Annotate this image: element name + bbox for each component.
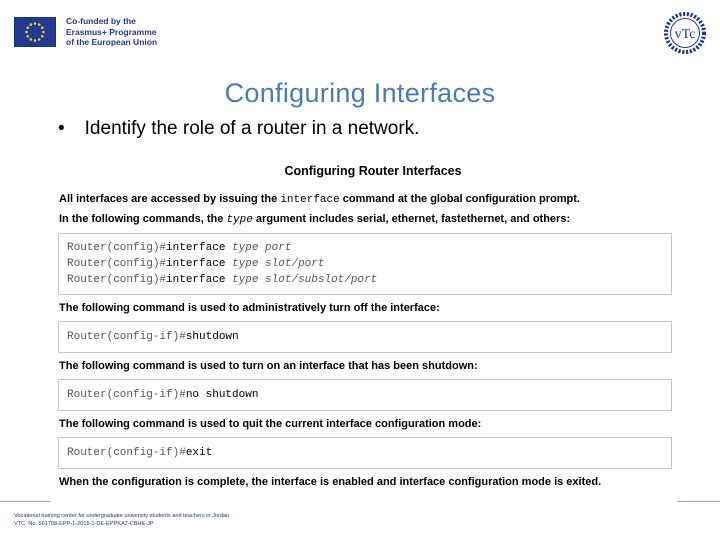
code-argument: type port xyxy=(225,242,292,254)
footer-line-1: Vocational training center for undergraduate university students and teachers in Jordan xyxy=(14,513,230,519)
vtc-logo-text: vTc xyxy=(674,27,696,42)
eu-text-line-1: Co-funded by the xyxy=(66,16,136,26)
code-line xyxy=(67,240,671,256)
code-block-interface xyxy=(58,233,672,295)
para1-text-b: command at the global configuration prompt. xyxy=(339,193,580,205)
code-prompt: Router(config)# xyxy=(67,274,167,286)
eu-cofunding-logo xyxy=(14,16,157,48)
footer xyxy=(14,513,229,528)
eu-text-line-2: Erasmus+ Programme xyxy=(66,26,157,37)
para2-code: type xyxy=(226,214,253,226)
vtc-logo xyxy=(658,10,712,56)
para2-text-b: argument includes serial, ethernet, fastethernet, and others: xyxy=(252,213,571,225)
paragraph-exit: The following command is used to quit the current interface configuration mode: xyxy=(59,418,482,430)
code-block-exit xyxy=(58,437,672,469)
figure-title: Configuring Router Interfaces xyxy=(284,164,462,178)
code-line xyxy=(67,387,671,403)
para1-code: interface xyxy=(280,194,340,206)
paragraph-configuration-complete: When the configuration is complete, the interface is enabled and interface configuration mode is exited. xyxy=(59,476,602,488)
footer-divider xyxy=(0,501,720,502)
code-prompt: Router(config-if)# xyxy=(67,331,186,343)
eu-text-line-3: of the European Union xyxy=(66,37,158,47)
bullet-item xyxy=(58,118,419,140)
code-command: no shutdown xyxy=(185,389,259,401)
code-command: interface xyxy=(166,274,226,286)
code-line xyxy=(67,272,671,288)
code-prompt: Router(config)# xyxy=(67,242,167,254)
code-prompt: Router(config)# xyxy=(67,258,167,270)
code-prompt: Router(config-if)# xyxy=(67,389,186,401)
paragraph-no-shutdown: The following command is used to turn on an interface that has been shutdown: xyxy=(59,360,478,372)
code-argument: type slot/subslot/port xyxy=(225,274,378,286)
code-command: shutdown xyxy=(185,331,239,343)
para2-text-a: In the following commands, the xyxy=(59,213,227,225)
code-line xyxy=(67,256,671,272)
bullet-text: Identify the role of a router in a network. xyxy=(84,118,420,139)
eu-flag-icon xyxy=(14,17,56,47)
paragraph-shutdown: The following command is used to administratively turn off the interface: xyxy=(59,302,440,314)
figure-router-interfaces xyxy=(58,164,674,495)
paragraph-interfaces-access xyxy=(59,193,674,207)
code-prompt: Router(config-if)# xyxy=(67,447,186,459)
code-command: interface xyxy=(166,242,226,254)
code-block-shutdown xyxy=(58,321,672,353)
bullet-icon: • xyxy=(58,118,65,139)
footer-line-2: VTC: No. 561708-EPP-1-2015-1-DE-EPPKA2-CBHE-JP xyxy=(14,520,154,527)
slide-title xyxy=(0,78,720,109)
code-command: interface xyxy=(166,258,226,270)
para1-text-a: All interfaces are accessed by issuing the xyxy=(59,193,281,205)
paragraph-type-argument xyxy=(59,213,674,227)
code-line xyxy=(67,329,671,345)
slide-title-text: Configuring Interfaces xyxy=(224,78,496,108)
code-argument: type slot/port xyxy=(225,258,325,270)
code-block-no-shutdown xyxy=(58,379,672,411)
code-line xyxy=(67,445,671,461)
eu-cofunding-text xyxy=(66,16,157,48)
code-command: exit xyxy=(185,447,213,459)
